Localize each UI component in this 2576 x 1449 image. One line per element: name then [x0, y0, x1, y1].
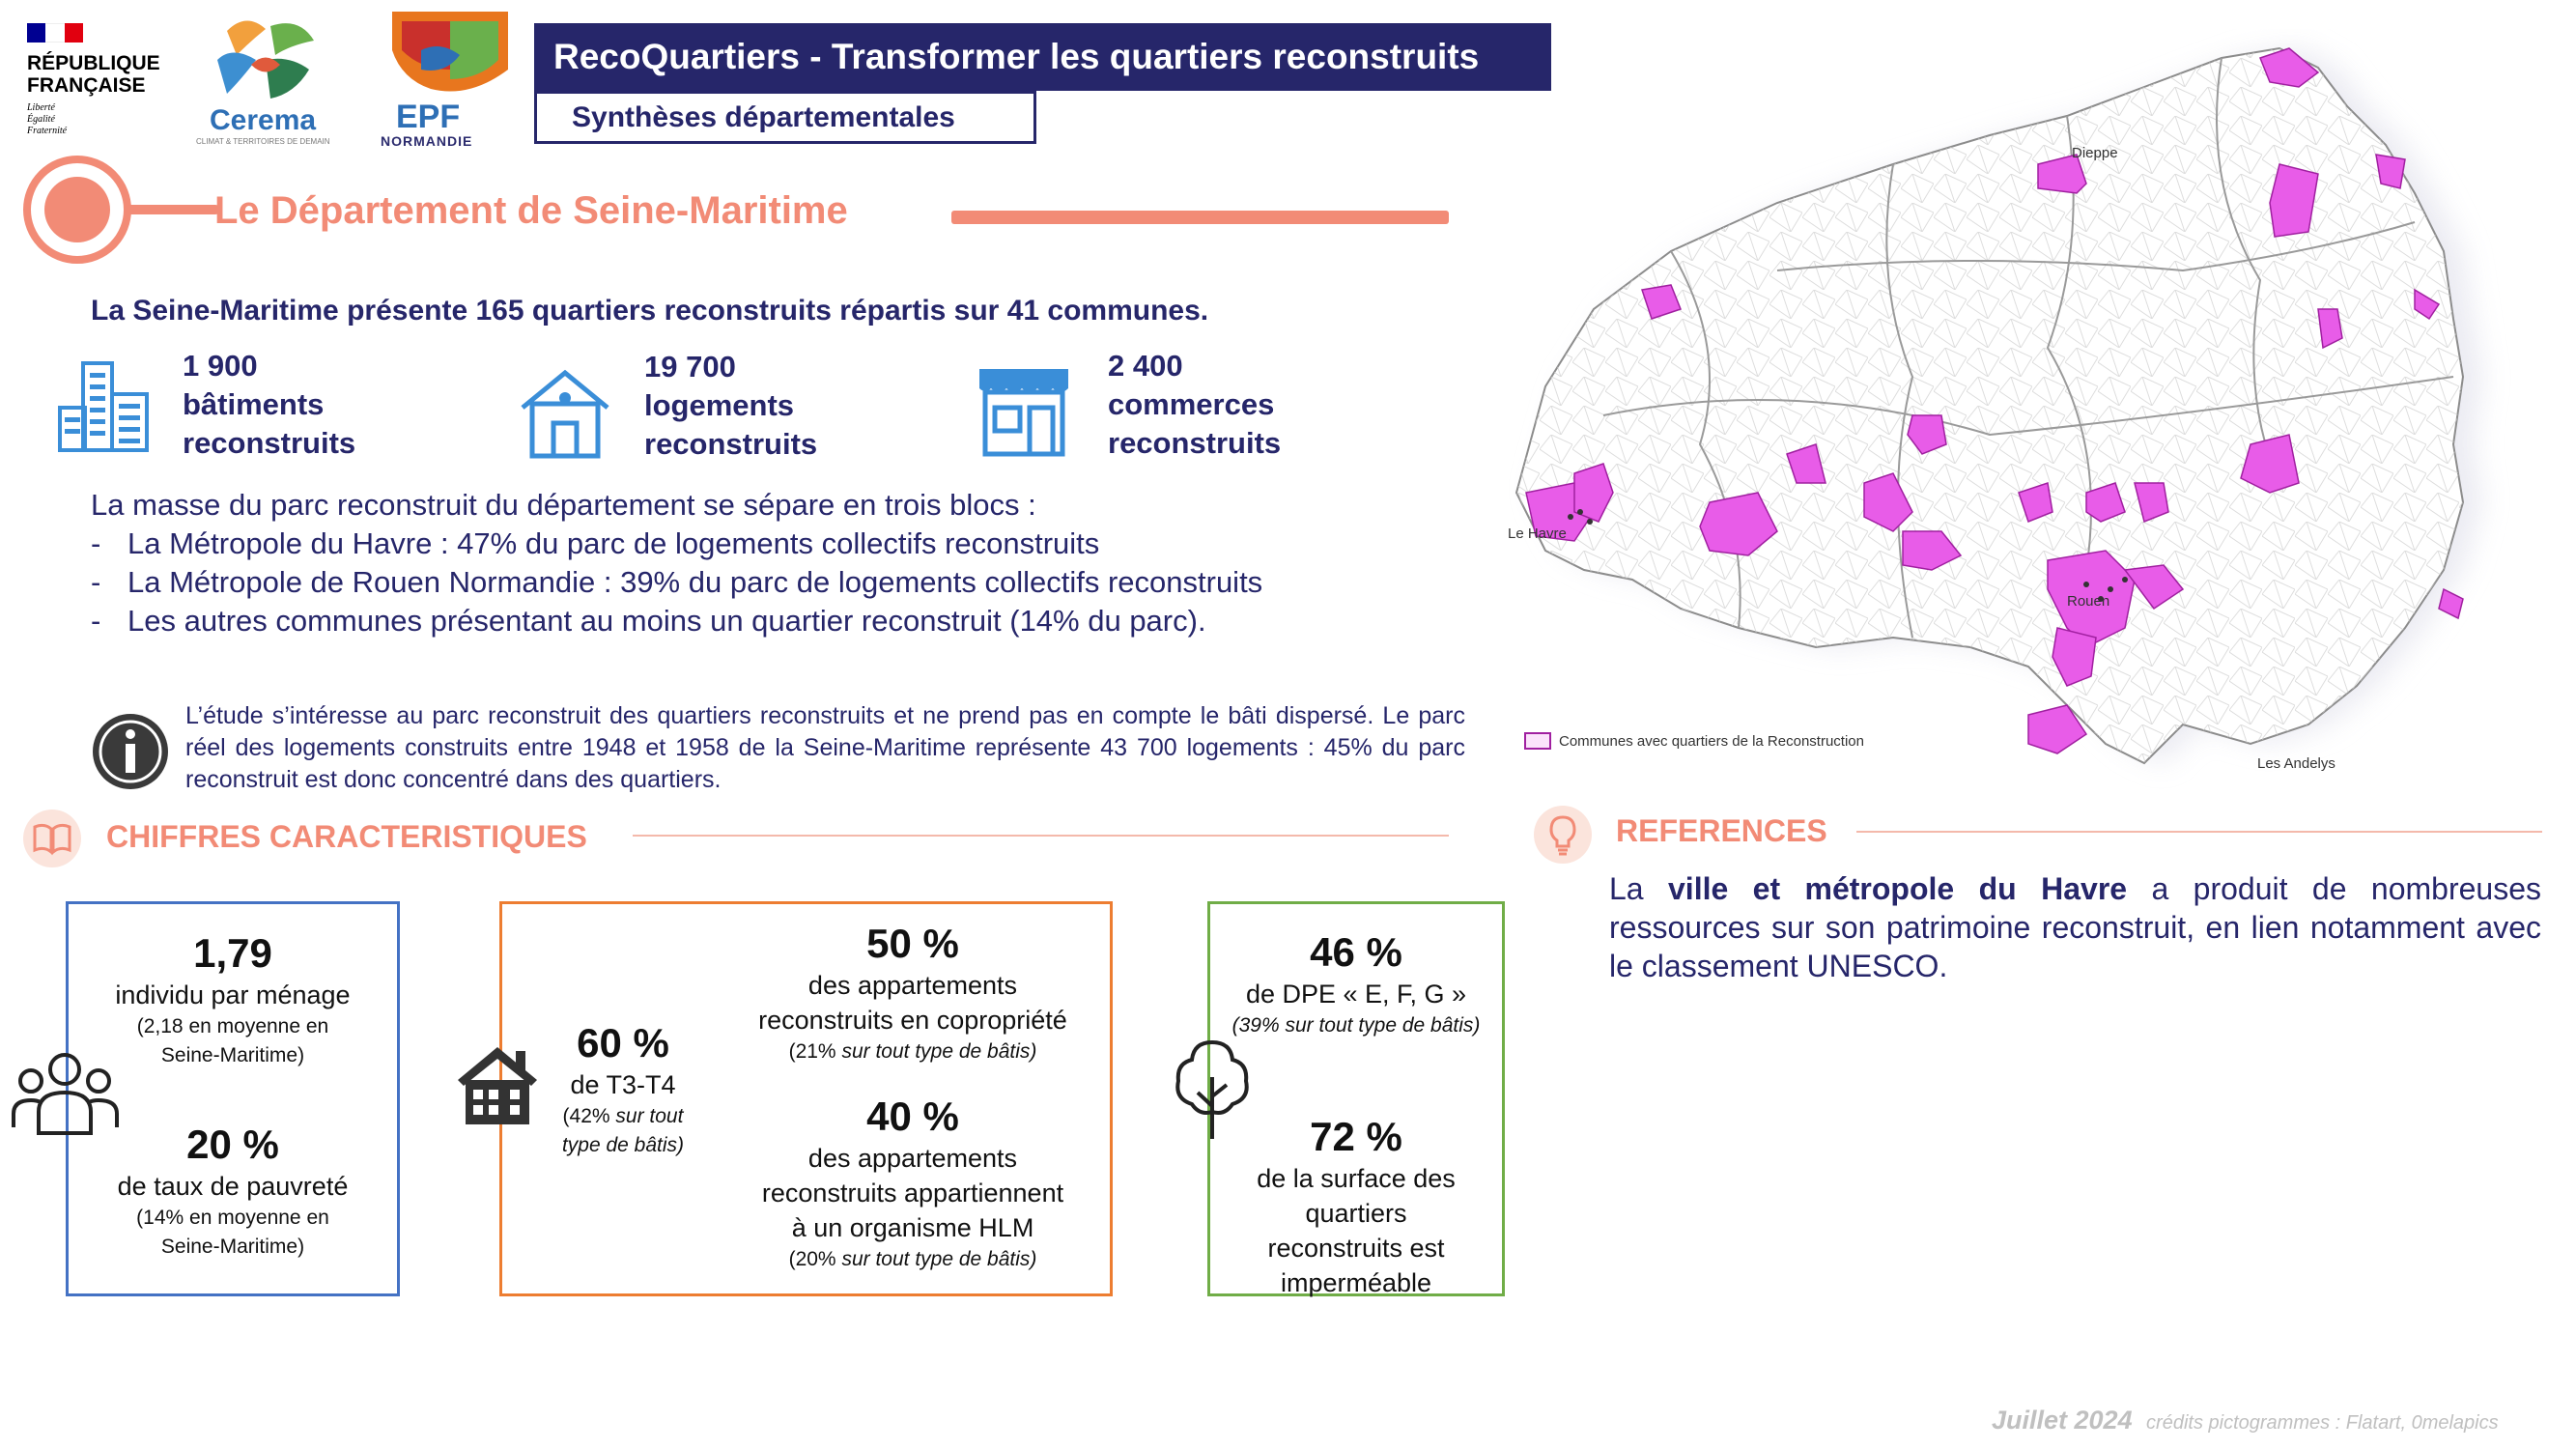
- epf-icon: [392, 12, 508, 99]
- stat-label: quartiers: [1305, 1199, 1407, 1228]
- kpi-shops-label2: reconstruits: [1108, 426, 1282, 460]
- kpi-buildings-value: 1 900: [183, 349, 258, 383]
- lead-sentence: La Seine-Maritime présente 165 quartiers reconstruits répartis sur 41 communes.: [91, 295, 1209, 327]
- footer-credits: crédits pictogrammes : Flatart, 0melapics: [2146, 1412, 2499, 1434]
- stat-note: sur tout type de bâtis): [841, 1040, 1037, 1063]
- department-title: Le Département de Seine-Maritime: [214, 189, 848, 232]
- list-item: - Les autres communes présentant au moins un quartier reconstruit (14% du parc).: [91, 602, 1443, 640]
- kpi-buildings-label1: bâtiments: [183, 387, 325, 421]
- stat-note: (39% sur tout type de bâtis): [1231, 1014, 1481, 1037]
- target-icon: [21, 155, 137, 266]
- stat-poverty-rate: [66, 1121, 400, 1262]
- stat-note: (42%: [562, 1105, 610, 1127]
- buildings-icon: [56, 359, 153, 461]
- map-label-les-andelys: Les Andelys: [2257, 755, 2335, 772]
- kpi-shops-value: 2 400: [1108, 349, 1183, 383]
- stat-note: (2,18 en moyenne en: [136, 1015, 329, 1037]
- map-label-le-havre: Le Havre: [1508, 526, 1567, 542]
- blocs-section: [91, 486, 1443, 640]
- stat-impermeable: [1207, 1113, 1505, 1300]
- house-icon: [517, 367, 613, 464]
- chiffres-rule: [633, 835, 1449, 837]
- footer: [1992, 1406, 2499, 1435]
- kpi-housing-label1: logements: [644, 388, 795, 422]
- epf-normandie-logo: [377, 12, 512, 147]
- rf-line1: RÉPUBLIQUE: [27, 52, 160, 74]
- stat-note: Seine-Maritime): [160, 1236, 305, 1258]
- references-rule: [1856, 831, 2542, 833]
- kpi-housing: [644, 348, 817, 464]
- kpi-shops: [1108, 347, 1281, 463]
- epf-name: EPF: [396, 99, 461, 135]
- stat-value: 72 %: [1310, 1114, 1402, 1159]
- references-link-text: ville et métropole du Havre: [1668, 871, 2128, 906]
- stat-label: reconstruits appartiennent: [761, 1179, 1064, 1208]
- list-item: - La Métropole du Havre : 47% du parc de logements collectifs reconstruits: [91, 525, 1443, 563]
- kpi-shops-label1: commerces: [1108, 387, 1275, 421]
- stat-value: 60 %: [577, 1020, 669, 1065]
- map-legend: [1524, 732, 1864, 750]
- legend-label: Communes avec quartiers de la Reconstruction: [1559, 732, 1864, 750]
- stat-note: (21%: [788, 1040, 836, 1063]
- stat-note: sur tout type de bâtis): [841, 1248, 1037, 1270]
- stat-label: imperméable: [1280, 1268, 1432, 1297]
- kpi-housing-label2: reconstruits: [644, 427, 818, 461]
- stat-note: Seine-Maritime): [160, 1044, 305, 1066]
- rf-line2: FRANÇAISE: [27, 74, 146, 97]
- stat-household-size: [66, 929, 400, 1070]
- stat-label: reconstruits en copropriété: [758, 1006, 1067, 1035]
- stat-value: 40 %: [866, 1094, 959, 1139]
- house-filled-icon: [454, 1041, 541, 1133]
- stat-label: des appartements: [807, 1144, 1018, 1173]
- title-underline: [951, 211, 1449, 224]
- page-title: RecoQuartiers - Transformer les quartiers reconstruits: [534, 23, 1551, 91]
- stat-label: à un organisme HLM: [791, 1213, 1034, 1242]
- rf-motto-3: Fraternité: [27, 126, 68, 136]
- book-icon: [21, 808, 83, 874]
- kpi-housing-value: 19 700: [644, 350, 736, 384]
- blocs-list: [91, 525, 1443, 640]
- info-icon: [89, 710, 172, 798]
- seine-maritime-map: [1507, 29, 2569, 792]
- rf-motto-1: Liberté: [27, 102, 55, 113]
- stat-hlm: [715, 1093, 1111, 1274]
- republique-francaise-logo: [27, 23, 160, 137]
- rf-motto-2: Égalité: [27, 114, 55, 125]
- stat-note: type de bâtis): [561, 1134, 685, 1156]
- stat-value: 46 %: [1310, 929, 1402, 975]
- list-item: - La Métropole de Rouen Normandie : 39% du parc de logements collectifs reconstruits: [91, 563, 1443, 602]
- stat-value: 50 %: [866, 921, 959, 966]
- stat-label: de DPE « E, F, G »: [1245, 980, 1467, 1009]
- stat-label: des appartements: [807, 971, 1018, 1000]
- cerema-tagline: CLIMAT & TERRITOIRES DE DEMAIN: [196, 137, 330, 146]
- lightbulb-icon: [1532, 804, 1594, 870]
- references-text: [1609, 869, 2541, 985]
- info-note: L’étude s’intéresse au parc reconstruit des quartiers reconstruits et ne prend pas en compte le bâti dispersé. Le parc réel des logements construits entre 1948 et 1958 de la Seine-Maritime représente 43 700 logements : 45% du parc reconstruit est donc concentré dans des quartiers.: [185, 702, 1465, 793]
- stat-value: 1,79: [193, 930, 272, 976]
- references-post: a produit de nombreuses ressources sur son patrimoine reconstruit, en lien notamment avec le classement UNESCO.: [1609, 871, 2542, 983]
- blocs-intro: La masse du parc reconstruit du département se sépare en trois blocs :: [91, 488, 1036, 522]
- stat-value: 20 %: [186, 1122, 279, 1167]
- stat-label: de la surface des: [1257, 1164, 1456, 1193]
- stat-label: individu par ménage: [115, 980, 351, 1009]
- cerema-icon: [198, 12, 333, 108]
- cerema-logo: [198, 12, 343, 147]
- stat-note: sur tout: [615, 1105, 684, 1127]
- chiffres-title: CHIFFRES CARACTERISTIQUES: [106, 819, 587, 854]
- kpi-buildings: [183, 347, 355, 463]
- cerema-name: Cerema: [210, 104, 317, 136]
- references-title: REFERENCES: [1616, 813, 1827, 848]
- kpi-buildings-label2: reconstruits: [183, 426, 356, 460]
- map-svg: [1507, 29, 2569, 792]
- stat-copropriete: [715, 920, 1111, 1066]
- page-subtitle: Synthèses départementales: [534, 91, 1036, 144]
- map-label-dieppe: Dieppe: [2072, 145, 2118, 161]
- shop-icon: [976, 363, 1072, 465]
- references-pre: La: [1609, 871, 1644, 906]
- stat-label: reconstruits est: [1267, 1234, 1445, 1263]
- stat-label: de taux de pauvreté: [117, 1172, 349, 1201]
- stat-note: (20%: [788, 1248, 836, 1270]
- stat-label: de T3-T4: [570, 1070, 676, 1099]
- footer-date: Juillet 2024: [1992, 1406, 2133, 1435]
- stat-note: (14% en moyenne en: [136, 1207, 329, 1229]
- flag-icon: [27, 23, 83, 43]
- map-label-rouen: Rouen: [2067, 593, 2110, 610]
- epf-sub: NORMANDIE: [381, 133, 473, 149]
- stat-dpe: [1207, 928, 1505, 1040]
- stat-t3-t4: [536, 1019, 710, 1160]
- legend-swatch: [1524, 732, 1551, 750]
